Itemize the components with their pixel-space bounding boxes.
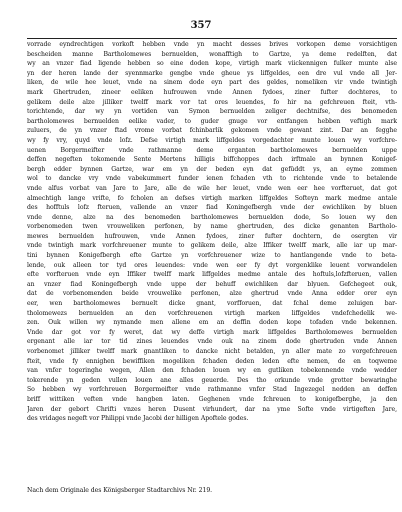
text-line: vnde denne, alze na des benomeden bartholomewes bernuelden dode, So louen wy den — [27, 213, 397, 221]
text-line: gelikem deile alze jilliker twelff mark vor tat ores leuendes, fo hir na gefchreuen fteit, vth- — [27, 98, 397, 106]
text-line: liken, de wile hee leuet, vnde na sinem dode eyn part des geldes, nomeliken vir vnde twintigh — [27, 79, 397, 87]
text-line: mark Ghertruden, zineer eeliken hufrouwen vnde Annen fydoes, ziner fufter dochteres, to — [27, 88, 397, 96]
text-line: bescheiden manne Bartholomewes bernuelden, wonafftigh to Gartze, ya deme redelften, dat — [27, 50, 397, 58]
text-line: So hebben wy vorfchreuen Borgermeifter vnde rathmanne vnfer Stad Ingezegel nedden an deffen — [27, 386, 397, 394]
text-line: vnde alfus vorbat van Jare to Jare, alle de wile her leuet, vnde wen eer hee vorfteruet, dat got — [27, 184, 397, 192]
header-rule — [27, 38, 397, 39]
text-line: van vnfer togeringhe wegen, Allen den fchaden louen wy en gutliken tobekennende vnde wedder — [27, 367, 397, 375]
body-text — [27, 40, 397, 424]
text-line: bartholomewes bernuelden eelike vader, to guder gnuge vor entfangen hebben veftigh mark — [27, 117, 397, 125]
text-line: efte vorfteruen vnde eyn Iffiker twelff mark liffgeldes medme antale des hoftuls,lofzfteruen, vallen — [27, 271, 397, 279]
text-line: wy fy vry, quyd vnde lofz. Defse virtigh mark liffgeldes vorgedachter munte louen wy vorfchre- — [27, 136, 397, 144]
text-line: Vnde dar got vor fy weret, dat wy deffe virtigh mark liffgeldes Bartholomewes bernuelden — [27, 328, 397, 336]
text-line: tholomewezs bernuelden an den vorfchreuenen virtigh marken liffgeldes vndefchedelik we- — [27, 309, 397, 317]
text-line: uenen Borgermeifter vnde rathmanne deme erganten bartholomewes bernuelden uppe — [27, 146, 397, 154]
text-line: vnde twintigh mark vorfchreuener munte to gelikem deile, alze Iffiker twelff mark, alle iar up mar- — [27, 242, 397, 250]
text-line: vorbenomeden twen vrouweliken perfonen, by name ghertruden, des dicke genanten Bartholo- — [27, 223, 397, 231]
text-line: wy an vnzer fiad ligende hebben so eine doden kope, virtigh mark viickennigen fulker munte alse — [27, 60, 397, 68]
text-line: mewes bernuelden hufrouwen, vnde Annen fydoes, ziner fufter dochtern, de osergten vir — [27, 232, 397, 240]
text-line: tokerende yn geden vullen louen ane alles geuerde. Des tho orkunde vnde grotter bewaringhe — [27, 376, 397, 384]
text-line: an vnzer fiad Koningefbergh vnde uppe der behuff ewichliken dar blyuen. Gefchegeet ouk, — [27, 280, 397, 288]
text-line: des vridages negeft vor Philippi vnde Jacobi der hilligen Apoftele godes. — [27, 415, 249, 423]
text-line: des hofftuls lofz fteruen, vallende an vnzer fiad Koningefbergh vnde der ewichliken by bluen — [27, 204, 397, 212]
text-line: lende, ouk alleen tor tyd ores leuendes: vnde wen eer fy dyt vorgenklike leuent vorwandelen — [27, 261, 397, 269]
text-line: vorrade eyndrechtigen vorkoft hebben vnde yn macht desses brives vorkopen deme vorsichtigen — [27, 41, 397, 48]
text-line: ergenant alle iar tor tid zines leuendes vnde ouk na zinem dode ghertruden vnde Annen — [27, 338, 397, 346]
text-line: zuluers, de yn vnzer ftad vrome vorbat fchinbarlik gekomen vnde gewant zint. Dar an fegghe — [27, 127, 397, 135]
text-line: briff wittiken veften vnde hangben laten. Geghenen vnde fchreuen to konigefberghe, ja den — [27, 395, 397, 403]
text-line: Jaren der gebort Chrifti vnzes heren Dusent virhundert, dar na yme Softe vnde virtigeften Jare, — [27, 405, 397, 413]
text-line: almechtigh lange vrifte, fo fcholen an defses virtigh marken liffgeldes Softeyn mark medme antale — [27, 194, 397, 202]
page-number: 357 — [190, 20, 212, 31]
text-line: torichtende, dar wy yn vortiden van Symon bernuelden zeliger dechtnifse, des benomeden — [27, 108, 397, 116]
text-line: dat de vorbenomenden beide vrouwelike perfonen, alze ghertrud vnde Anna edder orer eyn — [27, 290, 397, 298]
text-line: zen. Ouk willen wy nymande men allene em an deffin doden kope tofaden vnde bekennen. — [27, 319, 397, 327]
text-line: wol to dancke vry vnde vabekummert funder ienen fchaden vth to richtende vnde to betalende — [27, 175, 397, 183]
text-line: eer, wen bartholomewes bernuelt dicke gnant, vorfforuen, dat fchal deme zeluigen bar- — [27, 300, 397, 308]
text-line: vorbenomet jilliker twelff mark gnantliken to dancke nicht betalden, yn aller mate zo vorgefchreuen — [27, 348, 397, 355]
text-line: tini bynnen Konigefbergh efte Gartze yn vorfchreuener wize to hantlangende vnde to beta- — [27, 252, 397, 260]
text-line: bergh edder bynnen Gartze, war em yn der beden eyn dat gefüddt ys, an eyme zommen — [27, 165, 397, 173]
source-footnote: Nach dem Originale des Königsberger Stadtarchivs Nr. 219. — [27, 487, 213, 494]
text-line: deffen negeften tokomende Sente Mertens hilligis biffchoppes dach irftmale an bynnen Konigef- — [27, 156, 397, 164]
text-line: yn der heren lande der syennmarke gengbe vnde gheue ys liffgeldes, een dre vul vnde all Jer- — [27, 69, 397, 77]
text-line: fteit, vnde fy ennighen bewiffiken mogeliken fchaden deden leden efte nemen, de en toqweme — [27, 357, 397, 365]
